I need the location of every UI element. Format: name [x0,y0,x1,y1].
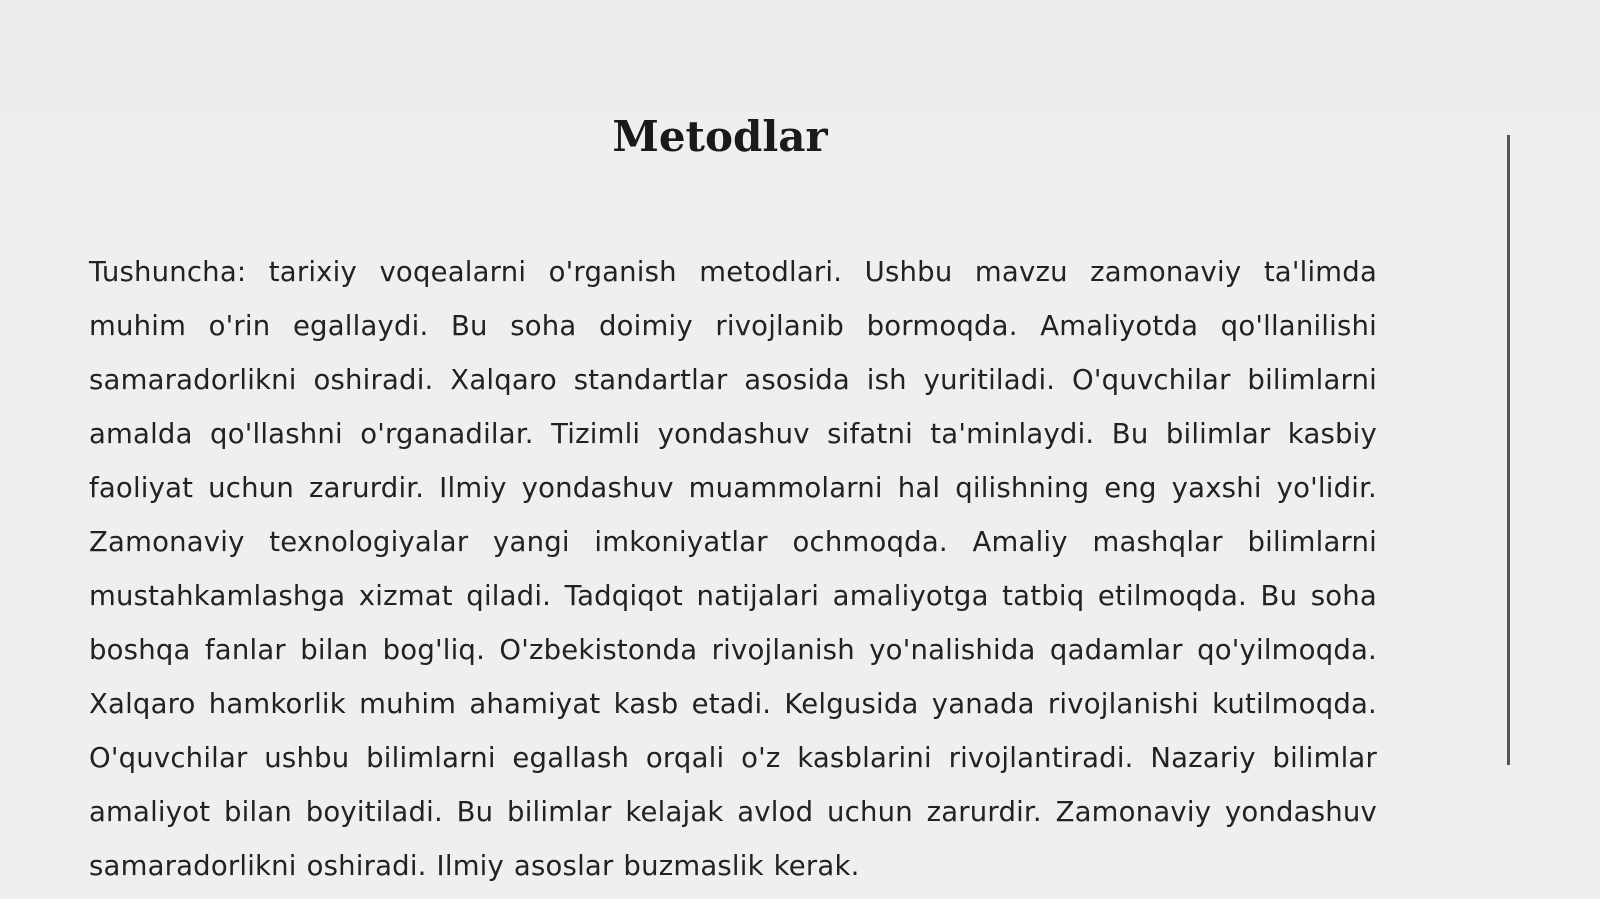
vertical-divider [1507,135,1510,765]
slide-title: Metodlar [612,112,828,161]
slide-header-band [0,0,1600,112]
slide-body-text: Tushuncha: tarixiy voqealarni o'rganish metodlari. Ushbu mavzu zamonaviy ta'limda muhim o'rin egallaydi. Bu soha doimiy rivojlanib bormoqda. Amaliyotda qo'llanilishi samaradorlikni oshiradi. Xalqaro standartlar asosida ish yuritiladi. O'quvchilar bilimlarni amalda qo'llashni o'rganadilar. Tizimli yondashuv sifatni ta'minlaydi. Bu bilimlar kasbiy faoliyat uchun zarurdir. Ilmiy yondashuv muammolarni hal qilishning eng yaxshi yo'lidir. Zamonaviy texnologiyalar yangi imkoniyatlar ochmoqda. Amaliy mashqlar bilimlarni mustahkamlashga xizmat qiladi. Tadqiqot natijalari amaliyotga tatbiq etilmoqda. Bu soha boshqa fanlar bilan bog'liq. O'zbekistonda rivojlanish yo'nalishida qadamlar qo'yilmoqda. Xalqaro hamkorlik muhim ahamiyat kasb etadi. Kelgusida yanada rivojlanishi kutilmoqda. O'quvchilar ushbu bilimlarni egallash orqali o'z kasblarini rivojlantiradi. Nazariy bilimlar amaliyot bilan boyitiladi. Bu bilimlar kelajak avlod uchun zarurdir. Zamonaviy yondashuv samaradorlikni oshiradi. Ilmiy asoslar buzmaslik kerak. [89,256,1377,882]
